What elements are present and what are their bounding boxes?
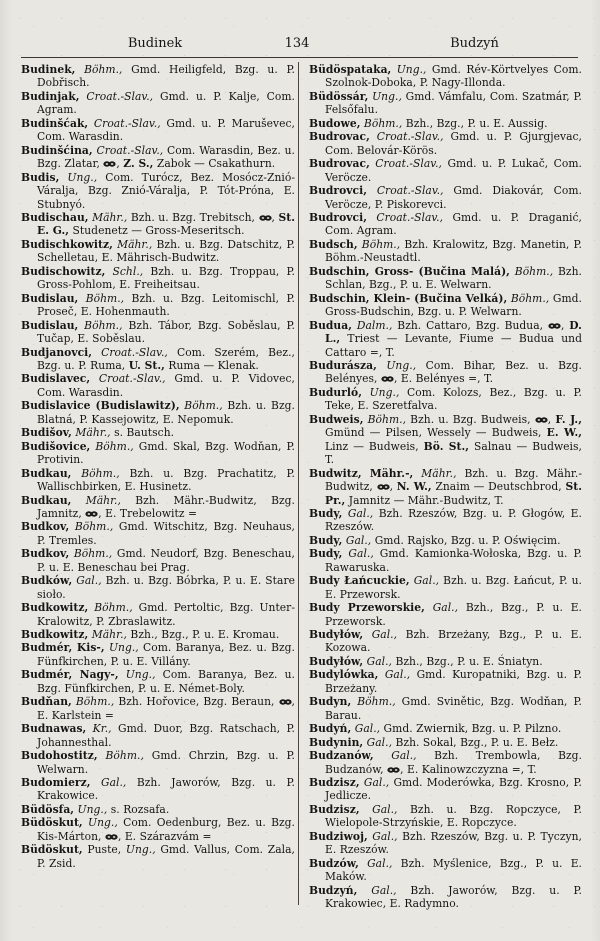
entry-region-abbrev: Böhm., (78, 318, 123, 332)
directory-entry (309, 292, 582, 319)
entry-headword: Budkowitz, (21, 628, 89, 642)
entry-text: Gmd. Zwiernik, Bzg. u. P. Pilzno. (380, 722, 562, 736)
entry-region-abbrev: Mähr., (112, 237, 153, 251)
directory-entry (21, 319, 295, 346)
directory-entry (309, 413, 582, 467)
entry-headword: Budzanów, (309, 749, 374, 763)
entry-text: Bzh. Sokal, Bzg., P. u. E. Bełz. (392, 735, 559, 749)
directory-entry (309, 265, 582, 292)
directory-entry (21, 171, 295, 211)
entry-headword: N. W., (396, 480, 432, 494)
directory-entry (21, 372, 295, 399)
directory-entry (21, 399, 295, 426)
entry-headword: Budinjak, (21, 89, 80, 103)
entry-headword: Budňan, (21, 695, 72, 709)
entry-headword: Budynin, (309, 735, 364, 749)
entry-text: Gmd. u. P. Kalje, Com. Agram. (37, 89, 295, 117)
entry-headword: St. E. G., (37, 210, 295, 238)
directory-entry (309, 601, 582, 628)
entry-text: Bzh. u. Bzg. Mähr.-Budwitz, (325, 466, 582, 494)
entry-text: Com. Kolozs, Bez., Bzg. u. P. Teke, E. Szeretfalva. (325, 385, 582, 413)
entry-headword: Budylówka, (309, 668, 379, 682)
entry-region-abbrev: Mähr., (413, 466, 457, 480)
entry-text: Com. Oedenburg, Bez. u. Bzg. Kis-Márton, (37, 816, 296, 843)
entry-headword: Budweis, (309, 412, 364, 426)
entry-headword: Budy, (309, 533, 343, 547)
entry-headword: Budmér, Kis-, (21, 641, 105, 655)
entry-text: , (547, 412, 556, 426)
entry-region-abbrev: Böhm., (357, 237, 401, 251)
entry-region-abbrev: Böhm., (88, 601, 133, 615)
entry-text: Znaim — Deutschbrod, (431, 480, 566, 494)
post-horn-icon (105, 830, 118, 843)
entry-text: Bzh. u. Bzg. Leitomischl, P. Proseč, E. Hohenmauth. (37, 291, 295, 319)
entry-headword: Budomierz, (21, 776, 91, 790)
entry-region-abbrev: Böhm., (75, 63, 123, 76)
entry-text: , E. Karlstein = (37, 695, 295, 722)
post-horn-icon (279, 695, 292, 708)
entry-region-abbrev: Croat.-Slav., (92, 345, 168, 359)
entry-headword: Budziwoj, (309, 829, 368, 843)
entry-text: Gmünd — Pilsen, Wessely — Budweis, (325, 426, 547, 440)
directory-entry (21, 265, 295, 292)
entry-headword: Budkau, (21, 466, 72, 480)
entry-region-abbrev: Böhm., (71, 695, 115, 709)
entry-text: Gmd. u. P. Vidovec, Com. Warasdin. (37, 372, 296, 399)
entry-headword: Budkau, (21, 493, 72, 507)
entry-region-abbrev: Ung., (362, 385, 400, 399)
entry-text: Bzh., Bzg., P. u. E. Kromau. (126, 628, 280, 642)
entry-headword: Büdössár, (309, 89, 369, 103)
entry-text: Com. Baranya, Bez. u. Bzg. Fünfkirchen, P. u. E. Német-Boly. (37, 668, 295, 695)
entry-text: Com. Bihar, Bez. u. Bzg. Belényes, (325, 358, 582, 386)
entry-headword: Budkov, (21, 520, 70, 534)
entry-text: Bzh. Jaworów, Bzg. u. P. Krakowice. (37, 776, 295, 803)
entry-region-abbrev: Gal., (358, 856, 393, 870)
entry-text: Gmd. Diakovár, Com. Veröcze, P. Piskorevci. (325, 184, 582, 211)
running-head-left-word: Budinek (127, 36, 183, 51)
entry-text: Bzh. Trembowla, Bzg. Budzanów, (325, 749, 582, 776)
entry-text: Bzh. Rzeszów, Bzg. u. P. Głogów, E. Rzeszów. (325, 506, 582, 534)
entry-region-abbrev: Croat.-Slav., (369, 157, 443, 171)
entry-headword: Budua, (309, 318, 352, 332)
post-horn-icon (548, 319, 561, 332)
directory-entry (21, 117, 295, 144)
entry-region-abbrev: Gal., (359, 776, 390, 790)
entry-region-abbrev: Böhm., (507, 291, 550, 305)
directory-entry (309, 628, 582, 655)
entry-headword: Budzisz, (309, 776, 360, 790)
directory-entry (309, 722, 582, 735)
directory-entry (21, 628, 295, 641)
entry-text: s. Bautsch. (110, 426, 175, 440)
directory-entry (21, 144, 295, 171)
directory-entry (21, 90, 295, 117)
entry-region-abbrev: Mähr., (88, 210, 128, 224)
entry-text: Com. Baranya, Bez. u. Bzg. Fünfkirchen, P. u. E. Villány. (37, 641, 295, 668)
entry-text: Salnau — Budweis, T. (325, 439, 582, 467)
directory-entry (21, 426, 295, 439)
directory-entry (309, 857, 582, 884)
entry-text: Bzh. Jaworów, Bzg. u. P. Krakowiec, E. Radymno. (325, 883, 582, 911)
directory-entry (309, 830, 582, 857)
entry-text: , (116, 157, 124, 171)
entry-headword: Budmér, Nagy-, (21, 668, 119, 682)
entry-headword: Budy Łańcuckie, (309, 574, 410, 588)
entry-region-abbrev: Ung., (391, 63, 427, 76)
entry-region-abbrev: Schl., (105, 264, 144, 278)
entry-headword: Budzów, (309, 856, 359, 870)
entry-region-abbrev: Croat.-Slav., (366, 184, 444, 198)
entry-text: , (271, 210, 279, 224)
post-horn-icon (85, 507, 98, 520)
entry-headword: Budrovac, (309, 157, 370, 171)
entry-region-abbrev: Mähr., (71, 493, 121, 507)
entry-headword: Budwitz, Mähr.-, (309, 466, 414, 480)
entry-headword: Budyń, (309, 722, 352, 736)
entry-headword: Budy, (309, 547, 343, 561)
entry-region-abbrev: Ung., (59, 170, 98, 184)
directory-entry (309, 117, 582, 130)
entry-text: Gmd. Skal, Bzg. Wodňan, P. Protivin. (37, 439, 295, 467)
entry-text: Bzh., Bzg., P. u. E. Aussig. (402, 116, 548, 130)
header-rule (21, 57, 578, 58)
entry-text: Bzh. u. Bzg. Datschitz, P. Schelletau, E. Mährisch-Budwitz. (37, 237, 295, 265)
entry-headword: Z. S., (123, 157, 154, 171)
directory-entry (21, 843, 295, 870)
entry-region-abbrev: Croat.-Slav., (79, 89, 154, 103)
entry-text: Bzh. u. Bzg. Troppau, P. Gross-Pohlom, E. Freiheitsau. (37, 264, 295, 292)
entry-text: Triest — Levante, Fiume — Budua und Cattaro =, T. (325, 332, 582, 359)
entry-region-abbrev: Böhm., (97, 749, 144, 763)
entry-text: Bzh. u. Bzg. Łańcut, P. u. E. Przeworsk. (325, 574, 582, 601)
entry-text: Bzh. u. Bzg. Budweis, (406, 412, 535, 426)
post-horn-icon (103, 157, 116, 170)
entry-region-abbrev: Gal., (90, 776, 127, 790)
entry-region-abbrev: Ung., (118, 668, 156, 682)
entry-text: Gmd. Vámfalu, Com. Szatmár, P. Felsőfalu. (325, 89, 582, 117)
entry-text: , (560, 318, 570, 332)
directory-entry (309, 386, 582, 413)
entry-region-abbrev: Böhm., (69, 547, 113, 561)
directory-entry (21, 722, 295, 749)
right-column (309, 63, 582, 911)
directory-entry (309, 884, 582, 911)
entry-text: Gmd. Chrzin, Bzg. u. P. Welwarn. (37, 749, 295, 776)
directory-entry (309, 130, 582, 157)
entry-region-abbrev: Gal., (351, 722, 381, 736)
directory-entry (309, 736, 582, 749)
post-horn-icon (377, 480, 390, 493)
entry-headword: Budyłów, (309, 654, 364, 668)
post-horn-icon (259, 211, 272, 224)
entry-headword: Budinšćina, (21, 143, 93, 157)
entry-headword: Budinšćak, (21, 116, 89, 130)
entry-region-abbrev: Gal., (342, 506, 374, 520)
entry-headword: Budkowitz, (21, 601, 89, 615)
entry-text: Bzh. Hořovice, Bzg. Beraun, (114, 695, 279, 709)
entry-headword: Budschin, Gross- (Bučina Malá), (309, 264, 510, 278)
entry-headword: Budislau, (21, 291, 79, 305)
entry-headword: Budschin, Klein- (Bučina Velká), (309, 291, 508, 305)
entry-headword: Budrovac, (309, 130, 370, 144)
entry-region-abbrev: Böhm., (179, 399, 223, 413)
entry-region-abbrev: Ung., (104, 641, 139, 655)
entry-text: Gmd. Rajsko, Bzg. u. P. Oświęcim. (371, 533, 561, 547)
entry-region-abbrev: Kr., (86, 722, 112, 736)
entry-text: Gmd. Witschitz, Bzg. Neuhaus, P. Tremles. (37, 520, 295, 547)
entry-region-abbrev: Gal., (359, 802, 398, 816)
entry-region-abbrev: Croat.-Slav., (90, 372, 166, 386)
entry-region-abbrev: Gal., (367, 829, 398, 843)
entry-headword: Budrovci, (309, 210, 367, 224)
directory-entry (309, 547, 582, 574)
entry-text: Bzh. u. Bzg. Bóbrka, P. u. E. Stare sioło. (37, 574, 295, 601)
entry-headword: Budischkowitz, (21, 237, 113, 251)
directory-entry (309, 359, 582, 386)
entry-text: Bzh. Mähr.-Budwitz, Bzg. Jamnitz, (37, 493, 295, 520)
entry-region-abbrev: Gal., (342, 533, 372, 547)
entry-region-abbrev: Gal., (357, 883, 397, 897)
directory-entry (21, 641, 295, 668)
entry-text: , (389, 480, 397, 494)
entry-headword: F. J., (555, 412, 582, 426)
directory-entry (21, 749, 295, 776)
entry-region-abbrev: Ung., (82, 816, 118, 830)
entry-region-abbrev: Ung., (368, 89, 402, 103)
entry-text: Zabok — Csakathurn. (153, 157, 276, 171)
entry-region-abbrev: Böhm., (69, 520, 114, 534)
directory-entry (309, 63, 582, 90)
entry-region-abbrev: Mähr., (88, 628, 127, 642)
entry-region-abbrev: Dalm., (352, 318, 393, 332)
entry-headword: Budischau, (21, 210, 89, 224)
entry-text: Gmd. Vallus, Com. Zala, P. Zsid. (37, 843, 295, 870)
entry-headword: Büdöspataka, (309, 63, 392, 76)
directory-entry (309, 211, 582, 238)
entry-text: Bzh. u. Bzg. Prachatitz, P. Wallischbirken, E. Husinetz. (37, 466, 295, 494)
entry-text: s. Rozsafa. (107, 802, 170, 816)
entry-text: Bzh. u. Bzg. Blatná, P. Kassejowitz, E. Nepomuk. (37, 399, 295, 426)
directory-entry (21, 292, 295, 319)
entry-region-abbrev: Croat.-Slav., (369, 130, 444, 144)
entry-headword: Budyłów, (309, 628, 364, 642)
entry-text: Com. Szerém, Bez., Bzg. u. P. Ruma, (37, 345, 295, 372)
directory-entry (21, 816, 295, 843)
entry-headword: Bö. St., (423, 439, 470, 453)
entry-headword: Budy Przeworskie, (309, 601, 425, 615)
entry-text: Gmd. u. P. Gjurgjevac, Com. Belovár-Körös. (325, 130, 582, 157)
directory-entry (309, 507, 582, 534)
entry-text: Gmd. Neudorf, Bzg. Beneschau, P. u. E. Beneschau bei Prag. (37, 547, 295, 574)
directory-entry (309, 749, 582, 776)
directory-entry (21, 440, 295, 467)
directory-entry (309, 803, 582, 830)
entry-region-abbrev: Böhm., (360, 116, 403, 130)
entry-text: Bzh. u. Bzg. Ropczyce, P. Wielopole-Strzyńskie, E. Ropczyce. (325, 802, 582, 830)
left-column (21, 63, 295, 870)
directory-entry (309, 776, 582, 803)
directory-entry (21, 695, 295, 722)
entry-headword: Budislau, (21, 318, 79, 332)
entry-text: Gmd. Rév-Körtvelyes Com. Szolnok-Doboka, P. Nagy-Illonda. (325, 63, 582, 90)
entry-region-abbrev: Gal., (363, 628, 398, 642)
entry-text: Com. Warasdin, Bez. u. Bzg. Zlatar, (37, 143, 295, 171)
directory-entry (21, 63, 295, 90)
entry-headword: Budišov, (21, 426, 72, 440)
entry-text: Bzh. Kralowitz, Bzg. Manetin, P. Böhm.-Neustadtl. (325, 237, 582, 265)
directory-entry (309, 467, 582, 507)
entry-headword: Budzisz, (309, 802, 360, 816)
directory-entry (21, 238, 295, 265)
entry-headword: Büdöskut, (21, 816, 83, 830)
entry-region-abbrev: Gal., (373, 749, 417, 763)
entry-headword: E. W., (546, 426, 582, 440)
entry-region-abbrev: Böhm., (363, 412, 407, 426)
directory-entry (309, 238, 582, 265)
entry-region-abbrev: Böhm., (351, 695, 396, 709)
post-horn-icon (387, 763, 400, 776)
entry-text: Gmd. Kuropatniki, Bzg. u. P. Brzeżany. (325, 668, 582, 695)
directory-entry (309, 668, 582, 695)
entry-region-abbrev: Gal., (409, 574, 440, 588)
post-horn-icon (381, 372, 394, 385)
entry-region-abbrev: Croat.-Slav., (92, 143, 164, 157)
directory-entry (309, 574, 582, 601)
entry-headword: Budislavice (Budislawitz), (21, 399, 180, 413)
page-number: 134 (284, 36, 310, 51)
directory-entry (309, 655, 582, 668)
entry-text: Bzh. Cattaro, Bzg. Budua, (392, 318, 548, 332)
entry-text: Com. Turócz, Bez. Mosócz-Znió-Váralja, Bzg. Znió-Váralja, P. Tót-Próna, E. Stubnyó. (37, 170, 295, 211)
entry-region-abbrev: Ung., (74, 802, 108, 816)
directory-entry (309, 90, 582, 117)
entry-headword: Budnawas, (21, 722, 87, 736)
column-divider-rule (298, 62, 299, 905)
entry-text: Bzh. Myślenice, Bzg., P. u. E. Maków. (325, 856, 582, 884)
entry-text: , E. Belényes =, T. (393, 372, 494, 386)
directory-entry (21, 520, 295, 547)
entry-region-abbrev: Croat.-Slav., (366, 210, 444, 224)
entry-headword: Budzyń, (309, 883, 358, 897)
entry-headword: Büdöskut, (21, 843, 83, 857)
entry-text: Gmd. Heiligfeld, Bzg. u. P. Dobřisch. (37, 63, 295, 90)
entry-region-abbrev: Gal., (72, 574, 102, 588)
directory-entry (21, 547, 295, 574)
directory-entry (21, 668, 295, 695)
entry-text: Bzh. Brzeżany, Bzg., P. u. E. Kozowa. (325, 628, 582, 655)
directory-entry (21, 467, 295, 494)
entry-region-abbrev: Ung., (376, 358, 417, 372)
entry-text: Studenetz — Gross-Meseritsch. (69, 224, 245, 238)
entry-text: Ruma — Klenak. (164, 358, 259, 372)
entry-text: Bzh. Schlan, Bzg., P. u. E. Welwarn. (325, 264, 582, 292)
entry-region-abbrev: Böhm., (71, 466, 120, 480)
entry-text: Gmd. Gross-Budschin, Bzg. u. P. Welwarn. (325, 291, 582, 319)
entry-headword: Budohostitz, (21, 749, 98, 763)
directory-entry (21, 601, 295, 628)
entry-headword: U. St., (128, 358, 165, 372)
entry-headword: St. Pr., (325, 480, 582, 507)
entry-region-abbrev: Ung., (125, 843, 156, 857)
entry-headword: Büdösfa, (21, 802, 75, 816)
entry-region-abbrev: Gal., (363, 654, 393, 668)
directory-entry (309, 184, 582, 211)
entry-headword: Budy, (309, 506, 343, 520)
entry-text: Bzh., Bzg., P. u. E. Śniatyn. (392, 654, 543, 668)
entry-region-abbrev: Gal., (378, 668, 411, 682)
entry-headword: Budrovci, (309, 184, 367, 198)
entry-text: Bzh. Tábor, Bzg. Soběslau, P. Tučap, E. Soběslau. (37, 318, 295, 346)
directory-entry (21, 346, 295, 373)
entry-region-abbrev: Gal., (363, 735, 393, 749)
entry-headword: Budurásza, (309, 358, 377, 372)
directory-entry (21, 574, 295, 601)
entry-region-abbrev: Böhm., (78, 291, 125, 305)
entry-headword: D. L., (325, 318, 582, 346)
entry-text: Puste, (82, 843, 126, 857)
entry-text: Bzh., Bzg., P. u. E. Przeworsk. (325, 601, 583, 628)
entry-region-abbrev: Böhm., (509, 264, 554, 278)
entry-text: Gmd. Svinětic, Bzg. Wodňan, P. Barau. (325, 695, 582, 722)
entry-text: Linz — Budweis, (325, 439, 424, 453)
post-horn-icon (535, 413, 548, 426)
entry-text: Bzh. u. Bzg. Trebitsch, (127, 210, 259, 224)
entry-headword: Budowe, (309, 116, 361, 130)
entry-region-abbrev: Böhm., (90, 439, 134, 453)
entry-region-abbrev: Gal., (342, 547, 374, 561)
entry-text: Gmd. u. P. Draganić, Com. Agram. (325, 210, 583, 238)
entry-text: Gmd. Kamionka-Wołoska, Bzg. u. P. Rawaruska. (325, 547, 582, 574)
entry-text: Gmd. Pertoltic, Bzg. Unter-Kralowitz, P. Zbraslawitz. (37, 601, 295, 628)
entry-text: , E. Szárazvám = (117, 829, 212, 843)
directory-entry (309, 695, 582, 722)
entry-headword: Budis, (21, 170, 60, 184)
entry-headword: Budkov, (21, 547, 70, 561)
entry-headword: Budsch, (309, 237, 358, 251)
entry-text: Bzh. Rzeszów, Bzg. u. P. Tyczyn, E. Rzeszów. (325, 829, 582, 857)
entry-headword: Budišovice, (21, 439, 91, 453)
directory-entry (21, 776, 295, 803)
entry-region-abbrev: Mähr., (71, 426, 111, 440)
entry-text: Jamnitz — Mähr.-Budwitz, T. (345, 493, 504, 507)
running-head (0, 36, 600, 54)
directory-entry (21, 211, 295, 238)
running-head-right-word: Budzyń (450, 36, 499, 51)
entry-headword: Budischowitz, (21, 264, 106, 278)
directory-entry (309, 534, 582, 547)
directory-entry (21, 803, 295, 816)
entry-headword: Budurló, (309, 385, 362, 399)
directory-entry (21, 494, 295, 521)
entry-region-abbrev: Croat.-Slav., (88, 116, 161, 130)
entry-headword: Budislavec, (21, 372, 91, 386)
entry-headword: Budyn, (309, 695, 352, 709)
entry-text: , E. Trebelowitz = (98, 506, 197, 520)
entry-text: Gmd. u. P. Lukač, Com. Veröcze. (325, 157, 583, 184)
directory-entry (309, 319, 582, 359)
entry-text: , E. Kalinowzczyzna =, T. (400, 762, 537, 776)
entry-headword: Budinek, (21, 63, 76, 76)
entry-headword: Budków, (21, 574, 73, 588)
entry-headword: Budjanovci, (21, 345, 93, 359)
directory-entry (309, 157, 582, 184)
entry-text: Gmd. u. P. Maruševec, Com. Warasdin. (37, 116, 295, 144)
entry-text: Gmd. Duor, Bzg. Ratschach, P. Johannesthal. (37, 722, 295, 749)
entry-region-abbrev: Gal., (424, 601, 459, 615)
entry-text: Gmd. Moderówka, Bzg. Krosno, P. Jedlicze. (325, 776, 582, 803)
